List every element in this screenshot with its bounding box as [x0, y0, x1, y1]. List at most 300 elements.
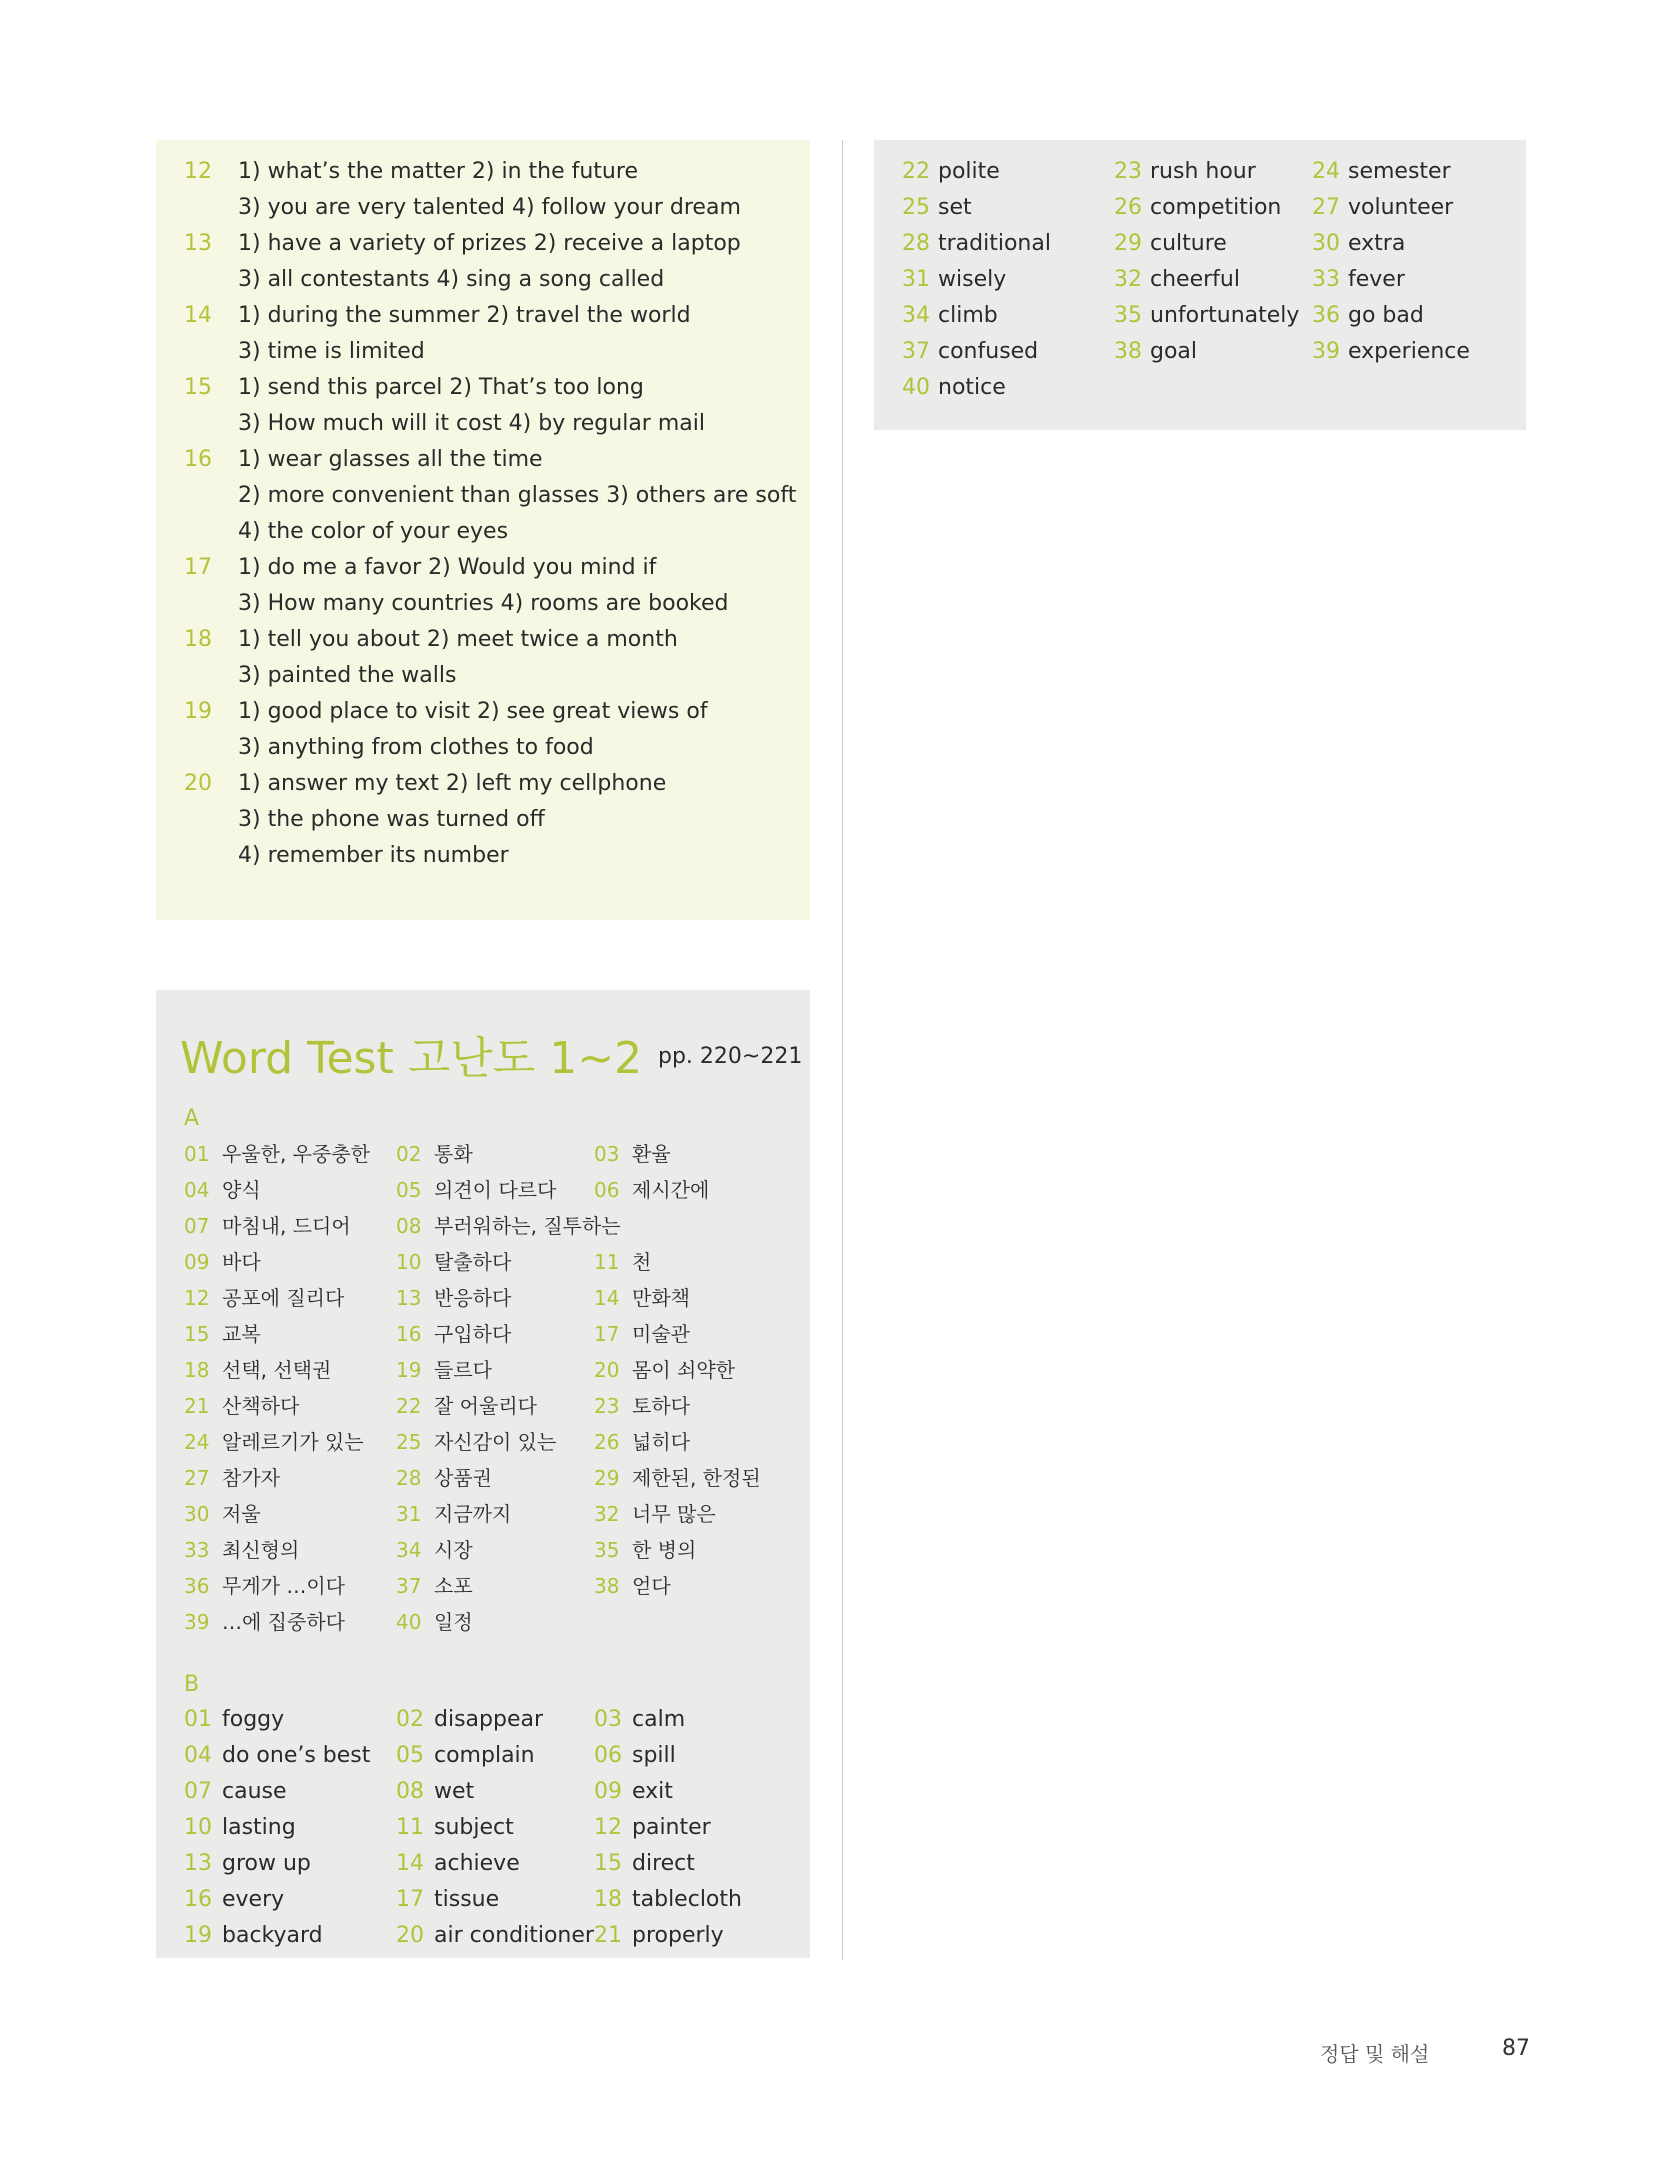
item-number: 40 [396, 1610, 422, 1634]
word-item [1312, 298, 1512, 334]
item-number: 01 [184, 1707, 212, 1732]
item-number: 19 [184, 1923, 212, 1948]
item-word: 제한된, 한정된 [632, 1466, 761, 1490]
word-item [1312, 226, 1512, 262]
word-item [184, 1280, 396, 1316]
item-number: 26 [594, 1430, 620, 1454]
item-word: cheerful [1150, 267, 1240, 292]
answer-number: 20 [184, 771, 212, 796]
word-item [1114, 262, 1312, 298]
item-number: 40 [902, 375, 930, 400]
word-item [902, 370, 1114, 406]
item-word: grow up [222, 1851, 311, 1876]
word-test-title: Word Test 고난도 1~2 [180, 1033, 643, 1084]
answer-lines [238, 298, 691, 370]
item-word: polite [938, 159, 1000, 184]
item-word: 미술관 [632, 1322, 690, 1346]
word-item [902, 226, 1114, 262]
item-word: exit [632, 1779, 673, 1804]
word-item [902, 262, 1114, 298]
item-word: 저울 [222, 1502, 261, 1526]
item-number: 06 [594, 1178, 620, 1202]
word-item [184, 1532, 396, 1568]
word-test-section [156, 990, 810, 1958]
item-number: 14 [594, 1286, 620, 1310]
answer-lines [238, 442, 796, 550]
answer-number: 17 [184, 555, 212, 580]
word-item [594, 1810, 794, 1846]
item-word: tablecloth [632, 1887, 742, 1912]
item-number: 39 [1312, 339, 1340, 364]
item-word: wet [434, 1779, 475, 1804]
item-word: 통화 [434, 1142, 473, 1166]
item-number: 13 [184, 1851, 212, 1876]
answer-item [184, 298, 810, 370]
item-word: achieve [434, 1851, 520, 1876]
answer-lines [238, 370, 705, 442]
item-word: subject [434, 1815, 514, 1840]
word-item [184, 1604, 396, 1640]
word-item [396, 1738, 594, 1774]
word-item [184, 1568, 396, 1604]
item-number: 03 [594, 1707, 622, 1732]
word-item [902, 154, 1114, 190]
item-word: competition [1150, 195, 1282, 220]
word-item [396, 1810, 594, 1846]
answer-item [184, 766, 810, 874]
item-number: 36 [1312, 303, 1340, 328]
section-a-letter: A [184, 1106, 200, 1131]
item-number: 25 [396, 1430, 422, 1454]
word-item [594, 1388, 794, 1424]
item-word: semester [1348, 159, 1451, 184]
item-number: 21 [184, 1394, 210, 1418]
item-word: lasting [222, 1815, 296, 1840]
item-number: 16 [184, 1887, 212, 1912]
word-item [1312, 190, 1512, 226]
item-number: 14 [396, 1851, 424, 1876]
item-word: go bad [1348, 303, 1424, 328]
word-item [1114, 190, 1312, 226]
item-word: 산책하다 [222, 1394, 300, 1418]
vocab-section [874, 140, 1526, 430]
word-item [594, 1882, 794, 1918]
word-item [594, 1424, 794, 1460]
word-item [184, 1846, 396, 1882]
item-number: 10 [396, 1250, 422, 1274]
item-number: 22 [902, 159, 930, 184]
item-word: traditional [938, 231, 1051, 256]
item-number: 38 [594, 1574, 620, 1598]
item-number: 13 [396, 1286, 422, 1310]
item-word: calm [632, 1707, 686, 1732]
answer-line: 3) painted the walls [238, 663, 457, 688]
item-word: 교복 [222, 1322, 261, 1346]
answer-number: 19 [184, 699, 212, 724]
item-number: 02 [396, 1142, 422, 1166]
item-word: 소포 [434, 1574, 473, 1598]
answer-item [184, 154, 810, 226]
item-number: 11 [594, 1250, 620, 1274]
item-number: 34 [902, 303, 930, 328]
word-item [184, 1882, 396, 1918]
item-word: properly [632, 1923, 724, 1948]
item-number: 15 [184, 1322, 210, 1346]
item-word: 넓히다 [632, 1430, 690, 1454]
item-number: 24 [184, 1430, 210, 1454]
word-item [594, 1846, 794, 1882]
word-item [184, 1702, 396, 1738]
item-word: experience [1348, 339, 1470, 364]
item-word: 최신형의 [222, 1538, 300, 1562]
item-word: 바다 [222, 1250, 261, 1274]
item-number: 32 [594, 1502, 620, 1526]
answer-lines [238, 694, 708, 766]
word-item [396, 1280, 594, 1316]
item-word: 너무 많은 [632, 1502, 716, 1526]
item-word: 한 병의 [632, 1538, 697, 1562]
item-number: 39 [184, 1610, 210, 1634]
item-number: 34 [396, 1538, 422, 1562]
word-item [396, 1702, 594, 1738]
item-word: 일정 [434, 1610, 473, 1634]
word-item [594, 1532, 794, 1568]
item-number: 33 [1312, 267, 1340, 292]
word-item [396, 1172, 594, 1208]
word-item [396, 1244, 594, 1280]
word-item [594, 1604, 794, 1640]
item-number: 27 [184, 1466, 210, 1490]
section-a-grid [184, 1136, 794, 1640]
item-word: 무게가 …이다 [222, 1574, 345, 1598]
item-word: 자신감이 있는 [434, 1430, 557, 1454]
item-word: climb [938, 303, 998, 328]
answer-line: 1) have a variety of prizes 2) receive a laptop [238, 231, 741, 256]
item-number: 08 [396, 1779, 424, 1804]
item-word: air conditioner [434, 1923, 594, 1948]
word-item [594, 1280, 794, 1316]
word-item [396, 1846, 594, 1882]
word-item [396, 1136, 594, 1172]
word-item [396, 1316, 594, 1352]
item-word: 몸이 쇠약한 [632, 1358, 735, 1382]
item-number: 29 [594, 1466, 620, 1490]
word-item [396, 1208, 621, 1244]
word-item [184, 1136, 396, 1172]
word-item [396, 1352, 594, 1388]
item-number: 37 [396, 1574, 422, 1598]
item-number: 22 [396, 1394, 422, 1418]
item-number: 31 [396, 1502, 422, 1526]
word-item [1114, 298, 1312, 334]
item-number: 28 [396, 1466, 422, 1490]
item-number: 35 [1114, 303, 1142, 328]
item-word: direct [632, 1851, 695, 1876]
item-number: 12 [594, 1815, 622, 1840]
word-item [184, 1172, 396, 1208]
item-number: 05 [396, 1743, 424, 1768]
item-number: 09 [184, 1250, 210, 1274]
item-word: 부러워하는, 질투하는 [434, 1214, 621, 1238]
word-item [594, 1702, 794, 1738]
item-word: complain [434, 1743, 535, 1768]
item-number: 16 [396, 1322, 422, 1346]
item-number: 20 [594, 1358, 620, 1382]
word-item [396, 1532, 594, 1568]
item-number: 30 [1312, 231, 1340, 256]
word-item [396, 1424, 594, 1460]
answer-line: 3) How many countries 4) rooms are booked [238, 591, 729, 616]
word-item [184, 1918, 396, 1954]
answer-line: 1) answer my text 2) left my cellphone [238, 771, 667, 796]
word-item [184, 1810, 396, 1846]
word-item [594, 1774, 794, 1810]
item-number: 09 [594, 1779, 622, 1804]
word-item [594, 1244, 794, 1280]
answer-line: 4) remember its number [238, 843, 509, 868]
item-number: 23 [1114, 159, 1142, 184]
item-word: 시장 [434, 1538, 473, 1562]
item-word: tissue [434, 1887, 500, 1912]
footer-label: 정답 및 해설 [1320, 2042, 1430, 2066]
item-number: 01 [184, 1142, 210, 1166]
answer-line: 3) time is limited [238, 339, 425, 364]
answer-line: 1) good place to visit 2) see great views of [238, 699, 708, 724]
item-number: 30 [184, 1502, 210, 1526]
answer-item [184, 694, 810, 766]
word-item [184, 1208, 396, 1244]
item-number: 03 [594, 1142, 620, 1166]
item-word: backyard [222, 1923, 323, 1948]
word-item [396, 1774, 594, 1810]
item-word: confused [938, 339, 1039, 364]
word-item [594, 1172, 794, 1208]
item-number: 06 [594, 1743, 622, 1768]
item-number: 17 [396, 1887, 424, 1912]
item-word: set [938, 195, 972, 220]
word-item [1114, 226, 1312, 262]
word-item [594, 1738, 794, 1774]
answer-lines [238, 766, 666, 874]
item-number: 36 [184, 1574, 210, 1598]
word-item [1312, 262, 1512, 298]
word-item [184, 1316, 396, 1352]
word-item [396, 1882, 594, 1918]
word-item [396, 1918, 594, 1954]
item-word: 지금까지 [434, 1502, 512, 1526]
item-number: 04 [184, 1178, 210, 1202]
item-word: 참가자 [222, 1466, 280, 1490]
word-item [594, 1316, 794, 1352]
word-item [184, 1352, 396, 1388]
word-item [1114, 154, 1312, 190]
answer-line: 3) you are very talented 4) follow your dream [238, 195, 741, 220]
word-item [184, 1460, 396, 1496]
answer-item [184, 550, 810, 622]
item-word: painter [632, 1815, 711, 1840]
word-item [396, 1460, 594, 1496]
item-word: 토하다 [632, 1394, 690, 1418]
vocab-grid [902, 154, 1526, 406]
answer-line: 1) tell you about 2) meet twice a month [238, 627, 678, 652]
item-word: 잘 어울리다 [434, 1394, 537, 1418]
item-word: fever [1348, 267, 1405, 292]
item-number: 27 [1312, 195, 1340, 220]
item-word: 반응하다 [434, 1286, 512, 1310]
item-word: disappear [434, 1707, 544, 1732]
item-number: 20 [396, 1923, 424, 1948]
answer-lines [238, 154, 741, 226]
answer-number: 13 [184, 231, 212, 256]
item-word: do one’s best [222, 1743, 371, 1768]
item-word: …에 집중하다 [222, 1610, 345, 1634]
item-number: 33 [184, 1538, 210, 1562]
answer-line: 1) wear glasses all the time [238, 447, 543, 472]
item-number: 18 [184, 1358, 210, 1382]
answer-line: 3) the phone was turned off [238, 807, 545, 832]
word-item [902, 334, 1114, 370]
answer-number: 18 [184, 627, 212, 652]
item-number: 38 [1114, 339, 1142, 364]
answer-line: 1) do me a favor 2) Would you mind if [238, 555, 657, 580]
word-item [184, 1774, 396, 1810]
answer-lines [238, 550, 729, 622]
item-number: 18 [594, 1887, 622, 1912]
item-word: 만화책 [632, 1286, 690, 1310]
item-word: 양식 [222, 1178, 261, 1202]
answer-number: 14 [184, 303, 212, 328]
word-item [594, 1136, 794, 1172]
answer-lines [238, 622, 678, 694]
answer-item [184, 442, 810, 550]
word-item [902, 190, 1114, 226]
item-word: 우울한, 우중충한 [222, 1142, 370, 1166]
word-item [184, 1738, 396, 1774]
answer-line: 4) the color of your eyes [238, 519, 509, 544]
answer-line: 1) what’s the matter 2) in the future [238, 159, 638, 184]
item-word: extra [1348, 231, 1406, 256]
item-number: 11 [396, 1815, 424, 1840]
answer-number: 12 [184, 159, 212, 184]
item-word: foggy [222, 1707, 285, 1732]
answer-line: 3) all contestants 4) sing a song called [238, 267, 665, 292]
word-item [594, 1918, 794, 1954]
item-word: 마침내, 드디어 [222, 1214, 351, 1238]
item-number: 24 [1312, 159, 1340, 184]
word-item [594, 1460, 794, 1496]
item-number: 35 [594, 1538, 620, 1562]
item-number: 05 [396, 1178, 422, 1202]
word-item [594, 1496, 794, 1532]
word-item [396, 1388, 594, 1424]
item-number: 08 [396, 1214, 422, 1238]
item-number: 28 [902, 231, 930, 256]
item-number: 25 [902, 195, 930, 220]
item-number: 21 [594, 1923, 622, 1948]
item-word: 상품권 [434, 1466, 492, 1490]
item-number: 07 [184, 1214, 210, 1238]
answer-number: 16 [184, 447, 212, 472]
answer-item [184, 226, 810, 298]
item-number: 31 [902, 267, 930, 292]
answer-item [184, 622, 810, 694]
item-word: goal [1150, 339, 1198, 364]
item-word: 들르다 [434, 1358, 492, 1382]
item-word: 공포에 질리다 [222, 1286, 345, 1310]
item-number: 17 [594, 1322, 620, 1346]
item-number: 02 [396, 1707, 424, 1732]
word-item [396, 1604, 594, 1640]
item-word: 탈출하다 [434, 1250, 512, 1274]
item-word: 구입하다 [434, 1322, 512, 1346]
answers-section [156, 140, 810, 920]
item-word: 천 [632, 1250, 652, 1274]
item-word: 선택, 선택권 [222, 1358, 332, 1382]
word-item [184, 1424, 396, 1460]
item-number: 12 [184, 1286, 210, 1310]
word-item [396, 1496, 594, 1532]
item-word: 알레르기가 있는 [222, 1430, 364, 1454]
item-number: 23 [594, 1394, 620, 1418]
item-word: every [222, 1887, 285, 1912]
item-number: 26 [1114, 195, 1142, 220]
word-item [1312, 334, 1512, 370]
word-test-pages: pp. 220~221 [658, 1044, 803, 1069]
answer-lines [238, 226, 741, 298]
column-divider [842, 140, 843, 1960]
word-item [594, 1352, 794, 1388]
word-item [594, 1208, 794, 1244]
answer-line: 1) send this parcel 2) That’s too long [238, 375, 644, 400]
item-number: 29 [1114, 231, 1142, 256]
answer-line: 3) How much will it cost 4) by regular mail [238, 411, 705, 436]
word-item [184, 1496, 396, 1532]
item-word: 의견이 다르다 [434, 1178, 557, 1202]
item-word: 환율 [632, 1142, 671, 1166]
item-number: 10 [184, 1815, 212, 1840]
item-word: cause [222, 1779, 287, 1804]
word-item [594, 1568, 794, 1604]
item-number: 07 [184, 1779, 212, 1804]
word-item [902, 298, 1114, 334]
item-number: 37 [902, 339, 930, 364]
item-word: rush hour [1150, 159, 1256, 184]
item-number: 19 [396, 1358, 422, 1382]
item-word: culture [1150, 231, 1227, 256]
word-item [1312, 154, 1512, 190]
word-item [396, 1568, 594, 1604]
word-item [1114, 334, 1312, 370]
item-number: 15 [594, 1851, 622, 1876]
section-b-grid [184, 1702, 794, 1954]
answer-item [184, 370, 810, 442]
answer-line: 2) more convenient than glasses 3) others are soft [238, 483, 797, 508]
item-word: 얻다 [632, 1574, 671, 1598]
item-word: unfortunately [1150, 303, 1300, 328]
item-number: 32 [1114, 267, 1142, 292]
item-word: notice [938, 375, 1006, 400]
item-word: wisely [938, 267, 1007, 292]
section-b-letter: B [184, 1672, 200, 1697]
item-word: volunteer [1348, 195, 1454, 220]
item-word: spill [632, 1743, 676, 1768]
item-number: 04 [184, 1743, 212, 1768]
item-word: 제시간에 [632, 1178, 710, 1202]
answer-line: 1) during the summer 2) travel the world [238, 303, 691, 328]
page-number: 87 [1502, 2036, 1530, 2061]
word-item [184, 1388, 396, 1424]
answer-number: 15 [184, 375, 212, 400]
